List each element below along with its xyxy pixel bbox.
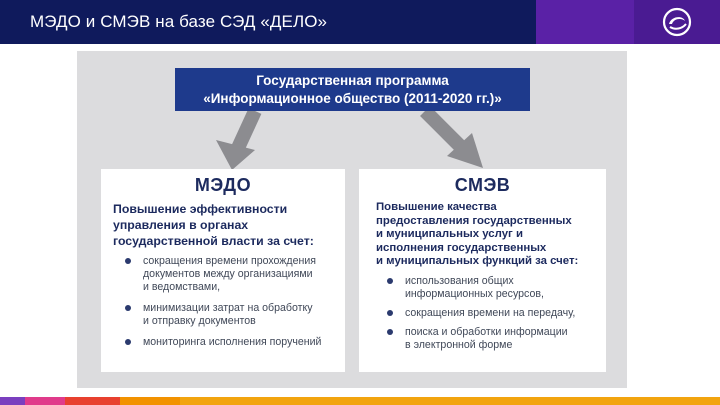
program-box	[175, 68, 530, 111]
bottom-stripe-segment	[65, 397, 120, 405]
bottom-stripe-segment	[25, 397, 65, 405]
medo-title: МЭДО	[194, 175, 252, 195]
bullet-icon	[125, 305, 131, 311]
program-line-1: Государственная программа	[256, 72, 449, 88]
bottom-stripe-segment	[120, 397, 180, 405]
bullet-icon	[387, 329, 393, 335]
header-accent-block	[536, 0, 634, 44]
bullet-icon	[125, 339, 131, 345]
program-line-2: «Информационное общество (2011-2020 гг.)»	[203, 90, 502, 106]
smev-list	[359, 275, 606, 352]
medo-list	[101, 255, 345, 349]
bottom-stripe-segment	[180, 397, 720, 405]
smev-subtitle: Повышение качества предоставления государственных и муниципальных услуг и исполнения государственных и муниципальных функций за счет:	[376, 201, 579, 267]
bullet-icon	[387, 310, 393, 316]
list-item: сокращения времени на передачу,	[359, 307, 606, 320]
list-item: минимизации затрат на обработку и отправку документов	[101, 302, 345, 328]
page-title: МЭДО и СМЭВ на базе СЭД «ДЕЛО»	[30, 12, 328, 31]
smev-title: СМЭВ	[454, 175, 511, 195]
cloud-swirl-logo-icon	[661, 6, 693, 38]
list-item: мониторинга исполнения поручений	[101, 336, 345, 349]
list-item: поиска и обработки информации в электронной форме	[359, 326, 606, 352]
medo-card	[101, 169, 345, 372]
smev-card	[359, 169, 606, 372]
bullet-icon	[125, 258, 131, 264]
bullet-icon	[387, 278, 393, 284]
list-item: сокращения времени прохождения документов между организациями и ведомствами,	[101, 255, 345, 294]
bottom-stripe-segment	[0, 397, 25, 405]
list-item: использования общих информационных ресурсов,	[359, 275, 606, 301]
medo-subtitle: Повышение эффективности управления в органах государственной власти за счет:	[113, 202, 314, 248]
